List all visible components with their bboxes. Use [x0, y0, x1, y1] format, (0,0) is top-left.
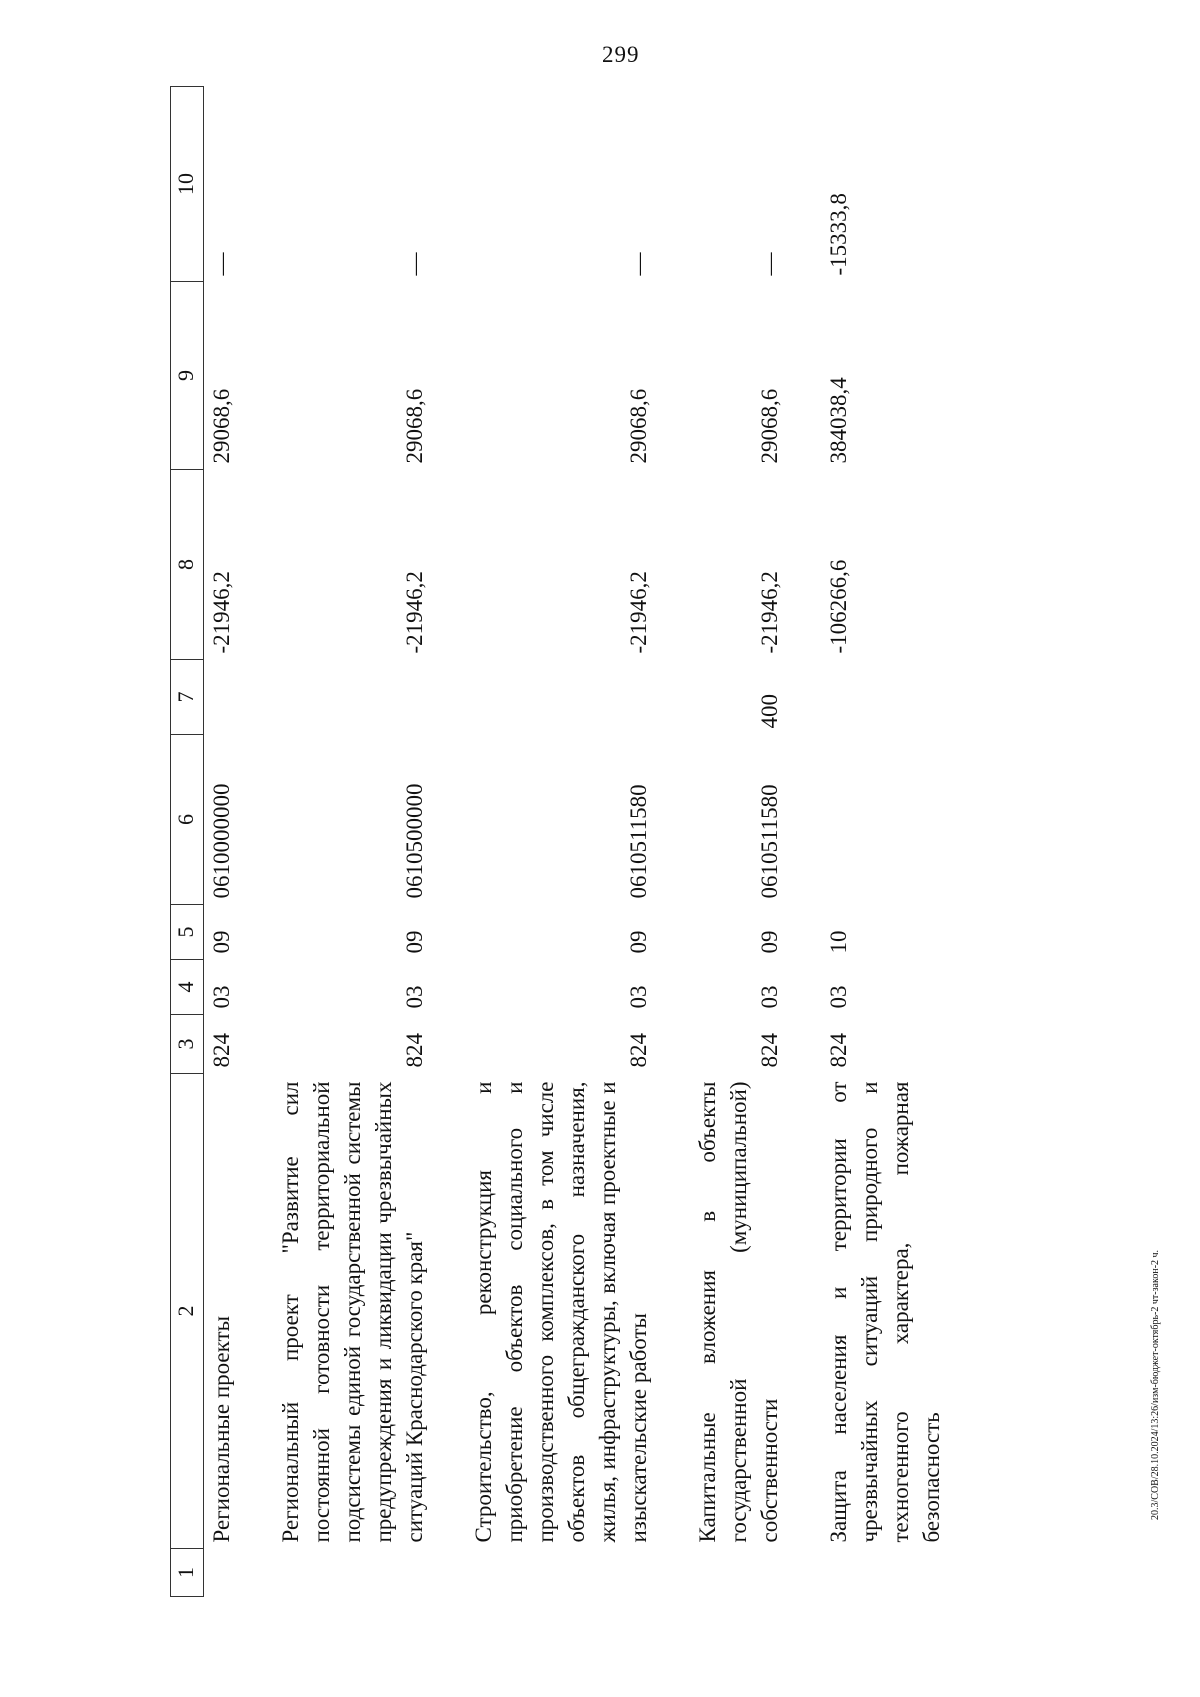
- amount-col9-cell: 29068,6: [209, 388, 234, 464]
- section-code-cell: 03: [757, 985, 782, 1009]
- table-header-row: [171, 87, 204, 1597]
- ministry-code-cell: 824: [826, 1033, 851, 1068]
- amount-col10-cell: -15333,8: [826, 193, 851, 276]
- expense-type-cell: [204, 660, 274, 735]
- section-code-cell: 03: [626, 985, 651, 1009]
- row-name-cell: Капитальные вложения в объекты государственной (муниципальной) собственности: [695, 1081, 782, 1543]
- amount-col10-cell: —: [626, 252, 651, 276]
- ministry-code-cell: 824: [626, 1033, 651, 1068]
- header-cell: 2: [171, 1074, 204, 1549]
- subsection-code-cell: 09: [402, 930, 427, 954]
- row-number-cell: [690, 1549, 821, 1597]
- amount-col10-cell: —: [209, 252, 234, 276]
- subsection-code-cell: 09: [626, 930, 651, 954]
- amount-col8-cell: -21946,2: [757, 571, 782, 654]
- header-cell: 5: [171, 905, 204, 960]
- amount-col10-cell: —: [757, 252, 782, 276]
- ministry-code-cell: 824: [757, 1033, 782, 1068]
- ministry-code-cell: 824: [209, 1033, 234, 1068]
- amount-col9-cell: 29068,6: [626, 388, 651, 464]
- row-number-cell: [273, 1549, 466, 1597]
- amount-col8-cell: -21946,2: [402, 571, 427, 654]
- header-cell: 7: [171, 660, 204, 735]
- amount-col8-cell: -106266,6: [826, 559, 851, 654]
- table-row: [204, 87, 274, 1597]
- row-name-cell: Региональный проект "Развитие сил постоянной готовности территориальной подсистемы единой государственной системы предупреждения и ликвидации чрезвычайных ситуаций Краснодарского края": [278, 1081, 427, 1543]
- subsection-code-cell: 09: [757, 930, 782, 954]
- page-number: 299: [602, 42, 640, 67]
- subsection-code-cell: 09: [209, 930, 234, 954]
- table-row: [821, 87, 983, 1597]
- ministry-code-cell: 824: [402, 1033, 427, 1068]
- target-article-cell: 0610000000: [209, 783, 234, 899]
- header-cell: 6: [171, 735, 204, 905]
- header-cell: 9: [171, 282, 204, 470]
- expense-type-cell: [466, 660, 690, 735]
- amount-col9-cell: 29068,6: [402, 388, 427, 464]
- subsection-code-cell: 10: [826, 930, 851, 954]
- row-number-cell: [204, 1549, 274, 1597]
- row-name-cell: Региональные проекты: [209, 1315, 234, 1543]
- document-footer-code: 20.3/СОВ/28.10.2024/13:26/изм-бюджет-октябрь-2 чт-закон-2 ч.: [1150, 1249, 1161, 1520]
- header-cell: 10: [171, 87, 204, 282]
- amount-col10-cell: —: [402, 252, 427, 276]
- row-name-cell: Защита населения и территории от чрезвычайных ситуаций природного и техногенного характера, пожарная безопасность: [826, 1081, 944, 1543]
- header-cell: 4: [171, 960, 204, 1015]
- target-article-cell: 0610511580: [757, 784, 782, 899]
- row-name-cell: Строительство, реконструкция и приобретение объектов социального и производственного комплексов, в том числе объектов общегражданского назначения, жилья, инфраструктуры, включая проектные и изыскательские работы: [471, 1081, 651, 1543]
- row-number-cell: [821, 1549, 983, 1597]
- table-row: [690, 87, 821, 1597]
- amount-col9-cell: 29068,6: [757, 388, 782, 464]
- expense-type-cell: [821, 660, 983, 735]
- header-cell: 8: [171, 470, 204, 660]
- rotated-budget-table-container: [170, 87, 1080, 1597]
- budget-table: [170, 86, 983, 1597]
- amount-col8-cell: -21946,2: [209, 571, 234, 654]
- target-article-cell: 0610500000: [402, 783, 427, 899]
- section-code-cell: 03: [209, 985, 234, 1009]
- table-row: [466, 87, 690, 1597]
- row-number-cell: [466, 1549, 690, 1597]
- amount-col8-cell: -21946,2: [626, 571, 651, 654]
- amount-col9-cell: 384038,4: [826, 377, 851, 464]
- header-cell: 1: [171, 1549, 204, 1597]
- section-code-cell: 03: [826, 985, 851, 1009]
- expense-type-cell: [273, 660, 466, 735]
- header-cell: 3: [171, 1015, 204, 1074]
- target-article-cell: 0610511580: [626, 784, 651, 899]
- table-row: [273, 87, 466, 1597]
- target-article-cell: [821, 735, 983, 905]
- expense-type-cell: 400: [757, 694, 782, 729]
- section-code-cell: 03: [402, 985, 427, 1009]
